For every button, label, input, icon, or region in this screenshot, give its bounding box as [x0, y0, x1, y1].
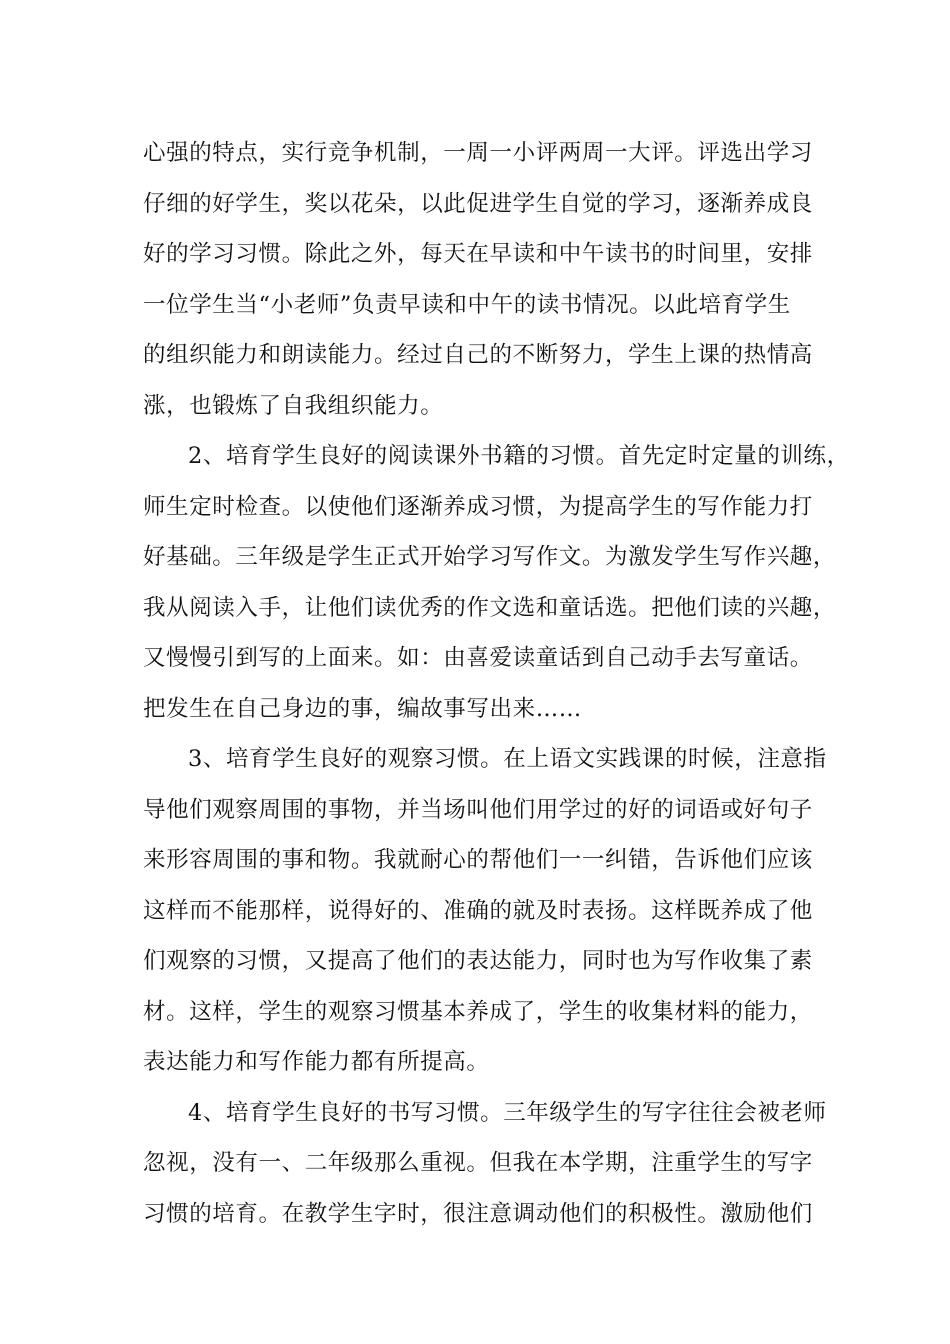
paragraph-2-start: 2、培育学生良好的阅读课外书籍的习惯。首先定时定量的训练，	[188, 443, 850, 469]
text-line: 们观察的习惯，又提高了他们的表达能力，同时也为写作收集了素	[143, 948, 813, 974]
text-line: 好的学习习惯。除此之外，每天在早读和中午读书的时间里，安排	[143, 241, 813, 267]
text-line: 一位学生当“小老师”负责早读和中午的读书情况。以此培育学生	[143, 291, 791, 318]
text-line: 表达能力和写作能力都有所提高。	[143, 1049, 490, 1075]
text-line: 习惯的培育。在教学生字时，很注意调动他们的积极性。激励他们	[143, 1200, 813, 1227]
text-line: 心强的特点，实行竞争机制，一周一小评两周一大评。评选出学习	[143, 140, 813, 166]
text-line: 忽视，没有一、二年级那么重视。但我在本学期，注重学生的写字	[143, 1150, 813, 1176]
text-line: 材。这样，学生的观察习惯基本养成了，学生的收集材料的能力，	[143, 998, 813, 1025]
text-line: 好基础。三年级是学生正式开始学习写作文。为激发学生写作兴趣，	[143, 544, 837, 570]
text-line: 涨，也锻炼了自我组织能力。	[143, 392, 444, 419]
paragraph-3-start: 3、培育学生良好的观察习惯。在上语文实践课的时候，注意指	[188, 746, 827, 772]
text-line: 又慢慢引到写的上面来。如：由喜爱读童话到自己动手去写童话。	[143, 645, 813, 671]
paragraph-4-start: 4、培育学生良好的书写习惯。三年级学生的写字往往会被老师	[188, 1099, 827, 1126]
text-line: 把发生在自己身边的事，编故事写出来……	[143, 695, 582, 722]
text-line: 来形容周围的事和物。我就耐心的帮他们一一纠错，告诉他们应该	[143, 847, 813, 873]
text-line: 仔细的好学生，奖以花朵，以此促进学生自觉的学习，逐渐养成良	[143, 190, 813, 217]
text-line: 的组织能力和朗读能力。经过自己的不断努力，学生上课的热情高	[143, 342, 813, 368]
text-line: 师生定时检查。以使他们逐渐养成习惯，为提高学生的写作能力打	[143, 493, 813, 520]
document-body	[143, 128, 850, 1239]
text-line: 导他们观察周围的事物，并当场叫他们用学过的好的词语或好句子	[143, 796, 813, 823]
text-line: 这样而不能那样，说得好的、准确的就及时表扬。这样既养成了他	[143, 897, 813, 924]
text-line: 我从阅读入手，让他们读优秀的作文选和童话选。把他们读的兴趣，	[143, 594, 837, 621]
